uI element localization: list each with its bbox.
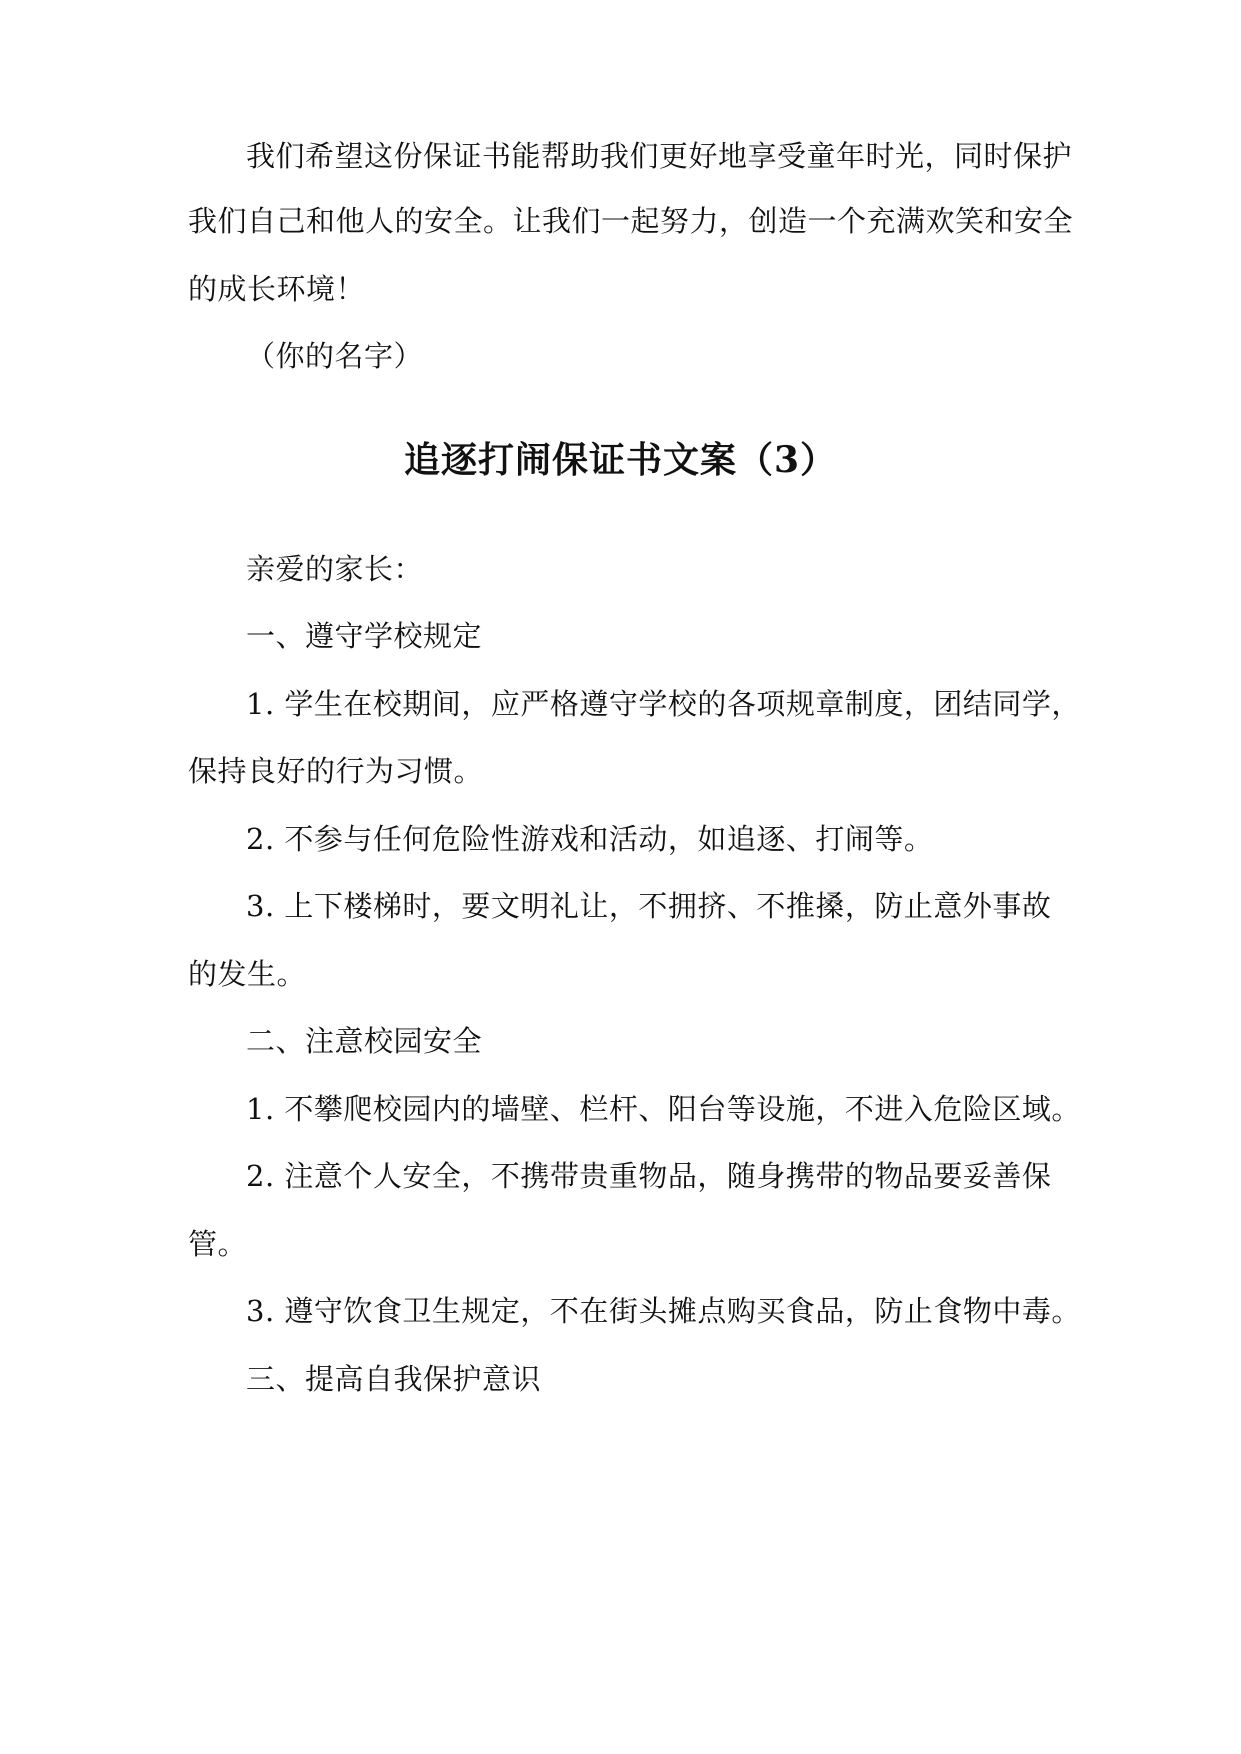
section-2-item-3: 3. 遵守饮食卫生规定，不在街头摊点购买食品，防止食物中毒。 (246, 1294, 1081, 1328)
section-1-item-1-line-1: 1. 学生在校期间，应严格遵守学校的各项规章制度，团结同学， (246, 687, 1081, 721)
salutation: 亲爱的家长： (246, 552, 424, 586)
section-1-heading: 一、遵守学校规定 (246, 619, 483, 653)
section-2-item-1: 1. 不攀爬校园内的墙壁、栏杆、阳台等设施，不进入危险区域。 (246, 1092, 1081, 1126)
signature-placeholder: （你的名字） (246, 339, 424, 373)
section-1-item-3-line-1: 3. 上下楼梯时，要文明礼让，不拥挤、不推搡，防止意外事故 (246, 889, 1052, 923)
section-1-item-1-line-2: 保持良好的行为习惯。 (188, 754, 484, 788)
section-2-heading: 二、注意校园安全 (246, 1024, 483, 1058)
intro-line-1: 我们希望这份保证书能帮助我们更好地享受童年时光，同时保护 (246, 139, 1073, 173)
document-title: 追逐打闹保证书文案（3） (403, 439, 838, 481)
section-1-item-2: 2. 不参与任何危险性游戏和活动，如追逐、打闹等。 (246, 822, 934, 856)
intro-line-2: 我们自己和他人的安全。让我们一起努力，创造一个充满欢笑和安全 (188, 204, 1074, 238)
section-2-item-2-line-2: 管。 (188, 1227, 248, 1261)
section-1-item-3-line-2: 的发生。 (188, 957, 307, 991)
section-2-item-2-line-1: 2. 注意个人安全，不携带贵重物品，随身携带的物品要妥善保 (246, 1159, 1052, 1193)
intro-line-3: 的成长环境！ (188, 272, 366, 306)
section-3-heading: 三、提高自我保护意识 (246, 1362, 542, 1396)
